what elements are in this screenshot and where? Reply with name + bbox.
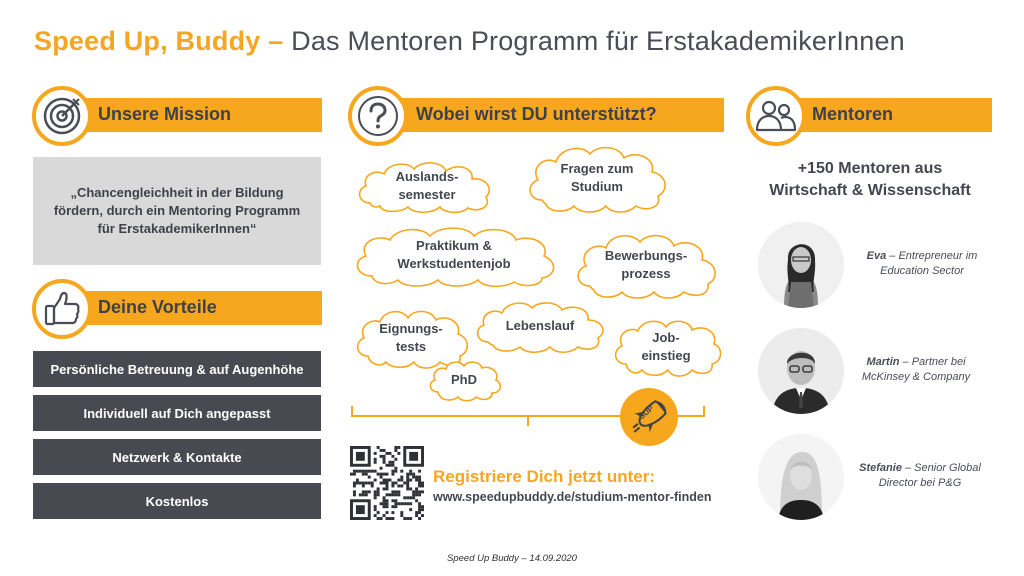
register-link[interactable]: www.speedupbuddy.de/studium-mentor-finden [433, 490, 712, 504]
support-heading: Wobei wirst DU unterstützt? [416, 104, 657, 124]
topic-label: Auslands- semester [395, 169, 459, 202]
mentor-role: – Senior Global [901, 462, 981, 474]
topic-label: Fragen zum Studium [560, 161, 634, 194]
mentor-count-line2: Wirtschaft & Wissenschaft [769, 182, 971, 199]
topic-cloud [352, 157, 502, 215]
mentor-photo-martin [758, 328, 844, 414]
people-icon [754, 96, 798, 136]
topic-label: Eignungs- tests [379, 321, 443, 354]
mission-icon-badge [32, 86, 92, 146]
mentor-role: – Partner bei [899, 356, 966, 368]
mentor-count [745, 158, 995, 202]
rocket-badge [620, 388, 678, 446]
support-icon-badge [348, 86, 408, 146]
title-text: Das Mentoren Programm für ErstakademikerInnen [283, 26, 905, 56]
qr-code[interactable] [350, 446, 424, 520]
mentors-icon-badge [746, 86, 806, 146]
topic-cloud [348, 222, 560, 288]
mentor-name: Martin [866, 356, 900, 368]
topic-cloud [610, 316, 722, 378]
mission-quote-box [33, 157, 321, 265]
topic-label: Praktikum & Werkstudentenjob [397, 238, 511, 271]
mission-quote: „Chancengleichheit in der Bildung fördern, durch ein Mentoring Programm für ErstakademikerInnen“ [53, 185, 301, 236]
benefit-item: Persönliche Betreuung & auf Augenhöhe [33, 351, 321, 387]
register-heading: Registriere Dich jetzt unter: [433, 467, 655, 486]
mission-heading: Unsere Mission [98, 104, 232, 124]
topic-cloud [426, 358, 502, 402]
topic-cloud [570, 230, 722, 300]
topic-cloud [522, 142, 672, 214]
rocket-badge-text: SUP [637, 403, 656, 422]
mentor-name: Stefanie [859, 462, 902, 474]
mentor-photo-stefanie [758, 434, 844, 520]
topic-label: Bewerbungs- prozess [604, 248, 688, 281]
topic-label: PhD [451, 372, 477, 387]
mentor-role: – Entrepreneur im [886, 250, 978, 262]
mentor-caption-stefanie [850, 461, 990, 491]
mentor-caption-eva [852, 249, 992, 279]
thumbs-up-icon [40, 287, 84, 331]
question-mark-icon [366, 102, 390, 130]
mentor-count-line1: +150 Mentoren aus [797, 160, 943, 177]
topic-cloud [470, 298, 610, 354]
page-title [34, 26, 905, 57]
topic-label: Lebenslauf [505, 318, 575, 333]
mentor-role-cont: McKinsey & Company [861, 371, 971, 383]
footer-text: Speed Up Buddy – 14.09.2020 [447, 553, 577, 564]
benefits-heading: Deine Vorteile [98, 297, 217, 317]
mentor-role-cont: Director bei P&G [878, 477, 962, 489]
mentor-role-cont: Education Sector [880, 265, 964, 277]
mentor-photo-eva [758, 222, 844, 308]
benefits-icon-badge [32, 279, 92, 339]
benefit-item: Kostenlos [33, 483, 321, 519]
mentor-name: Eva [866, 250, 887, 262]
mentor-caption-martin [846, 355, 986, 385]
topic-label: Job- einstieg [641, 330, 691, 363]
target-icon [40, 94, 84, 138]
benefit-item: Netzwerk & Kontakte [33, 439, 321, 475]
rocket-icon [620, 388, 678, 446]
mentors-heading: Mentoren [812, 104, 893, 124]
benefit-item: Individuell auf Dich angepasst [33, 395, 321, 431]
title-brand: Speed Up, Buddy – [34, 26, 284, 56]
